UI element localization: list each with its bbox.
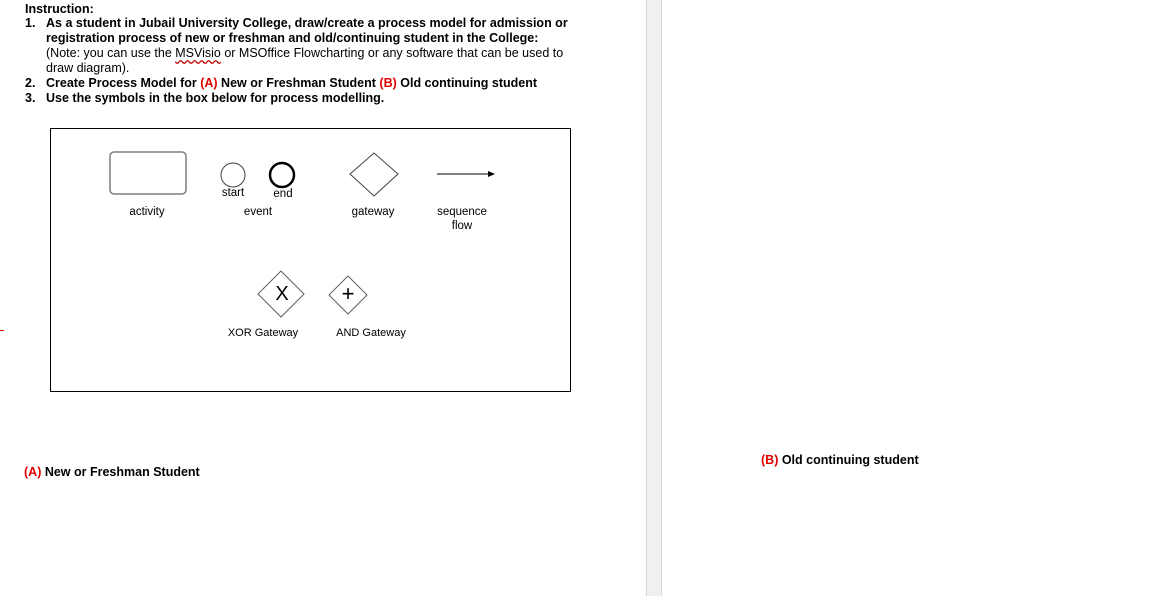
instruction-text: Create Process Model for: [46, 76, 201, 90]
section-a-heading: [24, 465, 200, 479]
instruction-item-3: [25, 91, 585, 106]
section-b-marker: (B): [761, 453, 779, 467]
end-event-symbol: [270, 163, 294, 187]
page-gutter: [646, 0, 662, 596]
instruction-item-2: [25, 76, 585, 91]
gateway-label: gateway: [351, 206, 395, 218]
section-b-heading: [761, 453, 919, 467]
activity-label: activity: [129, 206, 165, 218]
start-label: start: [221, 187, 245, 199]
item-number: 2.: [25, 76, 36, 90]
section-a-text: New or Freshman Student: [41, 465, 200, 479]
sequence-label: sequence: [437, 206, 487, 218]
sequence-flow-arrowhead: [488, 171, 495, 177]
and-gateway-mark: +: [341, 281, 355, 306]
marker-a: (A): [200, 76, 218, 90]
document-page-right: [662, 0, 1159, 596]
marker-b: (B): [379, 76, 397, 90]
instruction-text: As a student in Jubail University College, draw/create a process model for admission or registration process of new or freshman and old/continuing student in the College:: [46, 16, 568, 45]
end-label: end: [273, 188, 293, 200]
gateway-symbol: [350, 153, 398, 196]
margin-mark: [0, 330, 4, 331]
bpmn-symbol-legend: [50, 128, 571, 392]
note-text-after: or MSOffice Flowcharting or any software that can be used to draw diagram).: [46, 46, 564, 75]
item-number: 1.: [25, 16, 36, 30]
event-label: event: [243, 206, 273, 218]
and-gateway-label: AND Gateway: [336, 327, 406, 339]
instruction-text: Use the symbols in the box below for process modelling.: [46, 91, 385, 105]
instruction-item-1: [25, 16, 585, 76]
xor-gateway-label: XOR Gateway: [227, 327, 299, 339]
activity-symbol: [110, 152, 186, 194]
item-number: 3.: [25, 91, 36, 105]
start-event-symbol: [221, 163, 245, 187]
note-text-before: (Note: you can use the: [46, 46, 176, 60]
xor-gateway-mark: X: [275, 283, 289, 305]
spellcheck-word[interactable]: MSVisio: [175, 46, 221, 60]
instruction-heading: Instruction:: [25, 2, 94, 16]
legend-graphics: [51, 129, 572, 393]
instruction-text: Old continuing student: [396, 76, 538, 90]
section-b-text: Old continuing student: [778, 453, 919, 467]
instruction-list: [25, 16, 585, 106]
flow-label: flow: [451, 220, 473, 232]
instruction-text: New or Freshman Student: [217, 76, 380, 90]
section-a-marker: (A): [24, 465, 42, 479]
